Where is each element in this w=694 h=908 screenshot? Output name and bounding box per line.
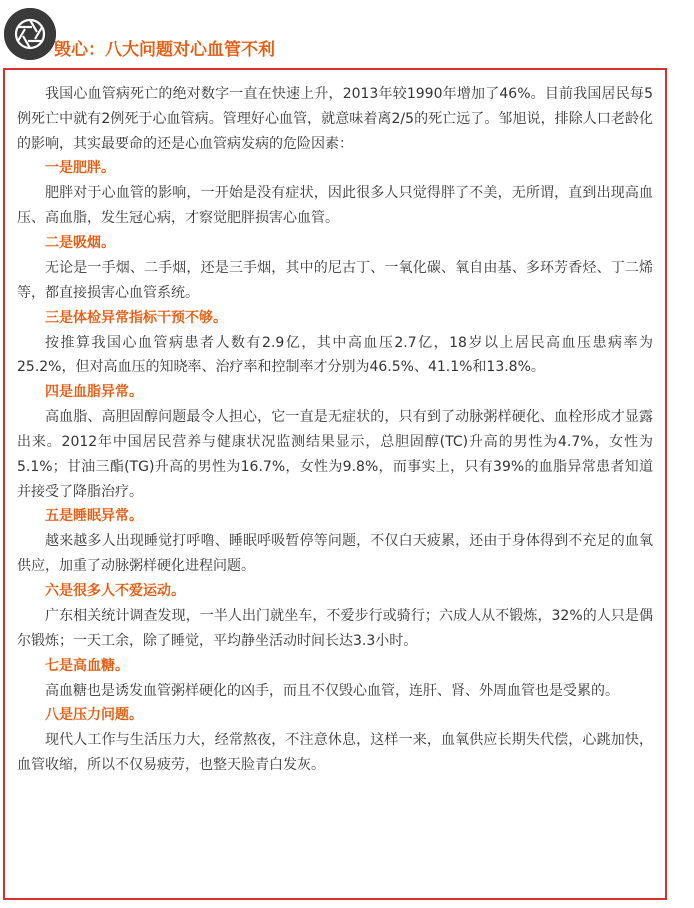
section-body-2: 无论是一手烟、二手烟，还是三手烟，其中的尼古丁、一氧化碳、氧自由基、多环芳香烃、丁二烯等，都直接损害心血管系统。 [17,259,653,301]
section-heading-6: 六是很多人不爱运动。 [45,582,185,599]
intro-paragraph: 我国心血管病死亡的绝对数字一直在快速上升，2013年较1990年增加了46%。目前我国居民每5例死亡中就有2例死于心血管病。管理好心血管，就意味着离2/5的死亡远了。邹旭说，排除人口老龄化的影响，其实最要命的还是心血管病发病的危险因素： [17,86,653,152]
section-body-5: 越来越多人出现睡觉打呼噜、睡眠呼吸暂停等问题，不仅白天疲累，还由于身体得到不充足的血氧供应，加重了动脉粥样硬化进程问题。 [17,533,653,575]
section-body-4: 高血脂、高胆固醇问题最令人担心，它一直是无症状的，只有到了动脉粥样硬化、血栓形成才显露出来。2012年中国居民营养与健康状况监测结果显示，总胆固醇(TC)升高的男性为4.7%，女性为5.1%；甘油三酯(TG)升高的男性为16.7%，女性为9.8%，而事实上，只有39%的血脂异常患者知道并接受了降脂治疗。 [17,409,653,500]
section-body-8: 现代人工作与生活压力大，经常熬夜，不注意休息，这样一来，血氧供应长期失代偿，心跳加快，血管收缩，所以不仅易疲劳，也整天脸青白发灰。 [17,732,653,774]
section-heading-8: 八是压力问题。 [45,707,143,724]
section-title: 毁心：八大问题对心血管不利 [54,40,275,60]
section-body-3: 按推算我国心血管病患者人数有2.9亿，其中高血压2.7亿，18岁以上居民高血压患病率为25.2%，但对高血压的知晓率、治疗率和控制率才分别为46.5%、41.1%和13.8%。 [17,334,653,376]
article-header [4,8,684,64]
section-heading-3: 三是体检异常指标干预不够。 [45,309,227,326]
section-heading-4: 四是血脂异常。 [45,384,143,401]
section-body-7: 高血糖也是诱发血管粥样硬化的凶手，而且不仅毁心血管，连肝、肾、外周血管也是受累的。 [45,682,619,699]
section-heading-5: 五是睡眠异常。 [45,508,143,525]
section-heading-2: 二是吸烟。 [45,234,115,251]
section-heading-7: 七是高血糖。 [45,657,129,674]
article-body [3,68,667,900]
section-body-6: 广东相关统计调查发现，一半人出门就坐车，不爱步行或骑行；六成人从不锻炼，32%的人只是偶尔锻炼；一天工余，除了睡觉，平均静坐活动时间长达3.3小时。 [17,607,653,649]
section-heading-1: 一是肥胖。 [45,160,115,177]
section-body-1: 肥胖对于心血管的影响，一开始是没有症状，因此很多人只觉得胖了不美，无所谓，直到出现高血压、高血脂，发生冠心病，才察觉肥胖损害心血管。 [17,185,653,227]
camera-aperture-icon [4,8,56,60]
